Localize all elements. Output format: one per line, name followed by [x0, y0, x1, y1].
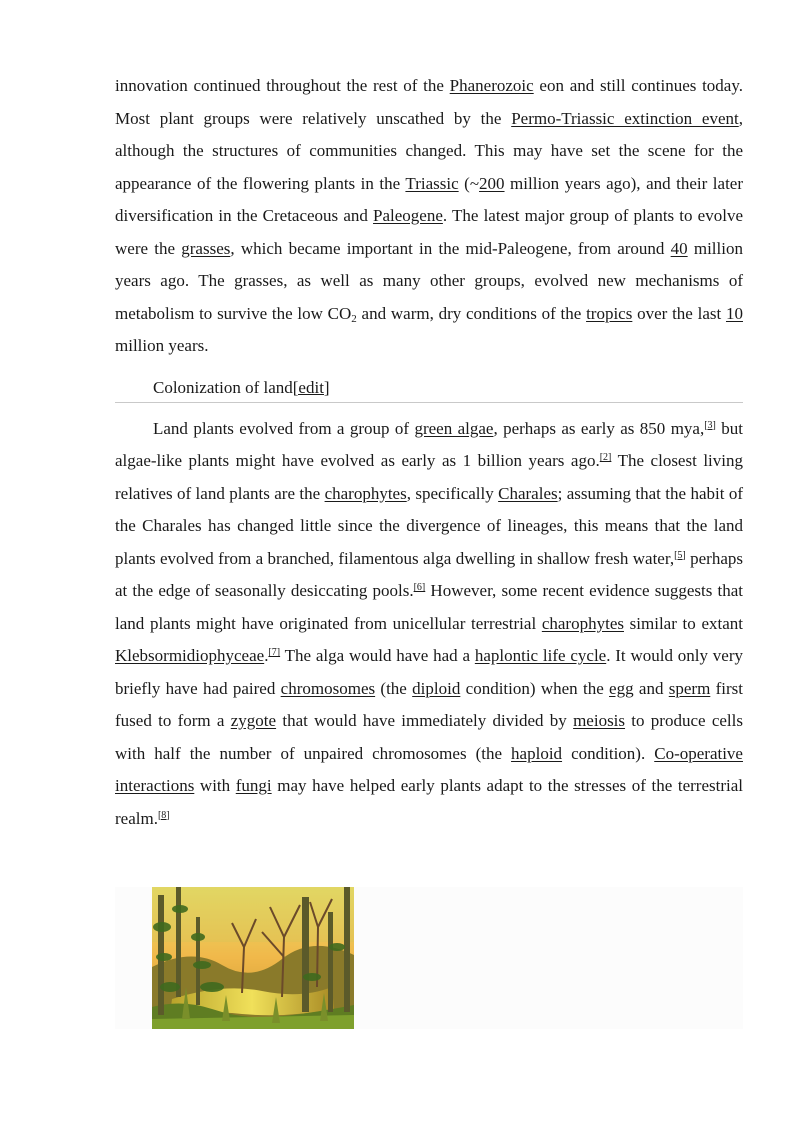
wiki-link[interactable]: meiosis	[573, 711, 626, 730]
wiki-link[interactable]: tropics	[586, 303, 633, 323]
wiki-link[interactable]: fungi	[235, 776, 272, 795]
article-page	[115, 70, 743, 835]
wiki-link[interactable]: grasses	[181, 238, 231, 258]
wiki-link[interactable]: haplontic life cycle	[474, 646, 607, 665]
wiki-link[interactable]: Co-operative interactions	[115, 743, 743, 795]
wiki-link[interactable]: charophytes	[541, 613, 624, 633]
subscript: 2	[351, 312, 357, 325]
paragraph-phanerozoic: innovation continued throughout the rest of the Phanerozoic eon and still continues today. Most plant groups were relatively unscathed by the Permo-Triassic extinction event, although the structures of communities changed. This may have set the scene for the appearance of the flowering plants in the Triassic (~200 million years ago), and their later diversification in the Cretaceous and Paleogene. The latest major group of plants to evolve were the grasses, which became important in the mid-Paleogene, from around 40 million years ago. The grasses, as well as many other groups, evolved new mechanisms of metabolism to survive the low $CO_2$ and warm, dry conditions of the tropics over the last 10 million years.	[115, 76, 744, 355]
citation-link[interactable]: [6]	[413, 582, 426, 593]
wiki-link[interactable]: 200	[479, 173, 505, 193]
wiki-link[interactable]: Permo-Triassic extinction event	[511, 108, 739, 128]
edit-section-link[interactable]: [edit]	[292, 377, 330, 397]
wiki-link[interactable]: haploid	[511, 743, 563, 763]
section-heading-title: Colonization of land	[153, 377, 293, 397]
paragraph-colonization: Land plants evolved from a group of green algae, perhaps as early as 850 mya,[3] but algae-like plants might have evolved as early as 1 billion years ago.[2] The closest living relatives of land plants are the charophytes, specifically Charales; assuming that the habit of the Charales has changed little since the divergence of lineages, this means that the land plants evolved from a branched, filamentous alga dwelling in shallow fresh water,[5] perhaps at the edge of seasonally desiccating pools.[6] However, some recent evidence suggests that land plants might have originated from unicellular terrestrial charophytes similar to extant Klebsormidiophyceae.[7] The alga would have had a haplontic life cycle. It would only very briefly have had paired chromosomes (the diploid condition) when the egg and sperm first fused to form a zygote that would have immediately divided by meiosis to produce cells with half the number of unpaired chromosomes (the haploid condition). Co-operative interactions with fungi may have helped early plants adapt to the stresses of the terrestrial realm.[8]	[115, 418, 744, 828]
citation-link[interactable]: [5]	[674, 549, 686, 561]
wiki-link[interactable]: sperm	[668, 678, 711, 698]
section-heading	[115, 375, 743, 403]
wiki-link[interactable]: diploid	[412, 678, 461, 698]
citation-link[interactable]: [2]	[599, 452, 612, 463]
primeval-swamp-illustration	[152, 887, 354, 1029]
wiki-link[interactable]: 40	[670, 238, 688, 258]
wiki-link[interactable]: zygote	[230, 711, 277, 730]
figure-area	[115, 887, 743, 1029]
wiki-link[interactable]: Phanerozoic	[449, 76, 534, 95]
wiki-link[interactable]: green algae	[414, 418, 494, 438]
wiki-link[interactable]: Charales	[498, 483, 558, 503]
citation-link[interactable]: [7]	[268, 647, 281, 658]
wiki-link[interactable]: Klebsormidiophyceae	[115, 646, 265, 665]
wiki-link[interactable]: 10	[725, 303, 743, 323]
wiki-link[interactable]: chromosomes	[280, 678, 376, 698]
wiki-link[interactable]: charophytes	[324, 483, 407, 503]
citation-link[interactable]: [3]	[704, 419, 716, 431]
citation-link[interactable]: [8]	[157, 809, 170, 821]
wiki-link[interactable]: Paleogene	[373, 206, 443, 225]
wiki-link[interactable]: Triassic	[405, 173, 459, 193]
wiki-link[interactable]: egg	[609, 678, 634, 698]
